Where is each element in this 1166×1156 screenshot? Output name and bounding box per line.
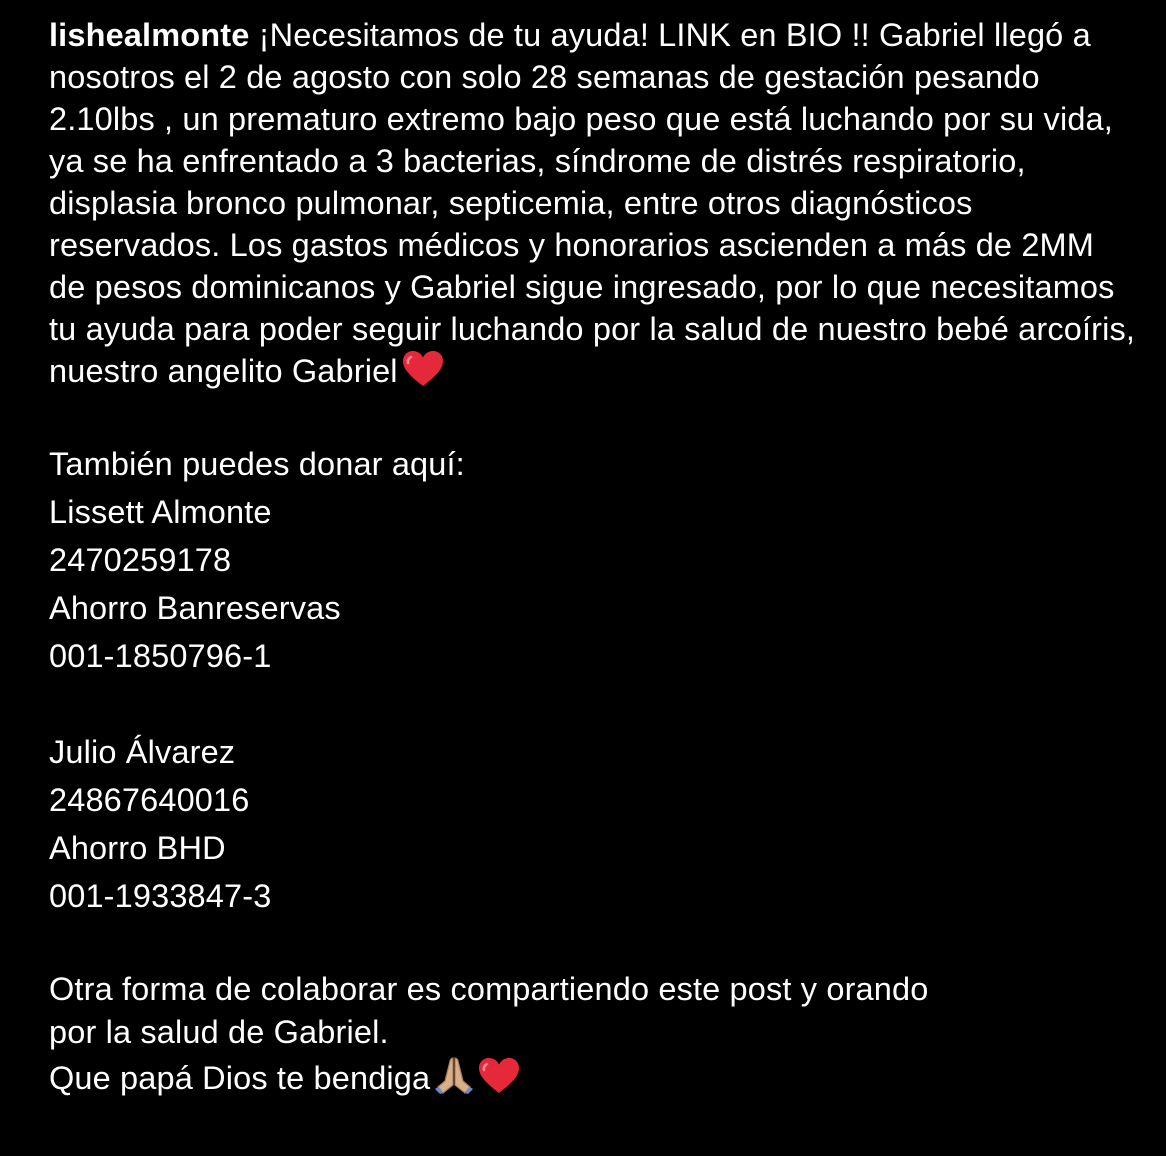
closing-line-3-row — [49, 1054, 1139, 1102]
closing-line-3: Que papá Dios te bendiga — [49, 1060, 431, 1096]
account-2-type: Ahorro BHD — [49, 830, 226, 866]
account-2-id-number: 24867640016 — [49, 782, 250, 818]
account-1-id-number: 2470259178 — [49, 542, 232, 578]
closing-line-1: Otra forma de colaborar es compartiendo este post y orando — [49, 971, 929, 1007]
red-heart-icon — [478, 1057, 520, 1095]
account-1-name: Lissett Almonte — [49, 494, 272, 530]
closing-line-2: por la salud de Gabriel. — [49, 1014, 389, 1050]
account-1-type: Ahorro Banreservas — [49, 590, 341, 626]
caption-intro-text: ¡Necesitamos de tu ayuda! LINK en BIO !! Gabriel llegó a nosotros el 2 de agosto con solo 28 semanas de gestación pesando 2.10lbs , un prematuro extremo bajo peso que está luchando por su vida, ya se ha enfrentado a 3 bacterias, síndrome de distrés respiratorio, displasia bronco pulmonar, septicemia, entre otros diagnósticos reservados. Los gastos médicos y honorarios ascienden a más de 2MM de pesos dominicanos y Gabriel sigue ingresado, por lo que necesitamos tu ayuda para poder seguir luchando por la salud de nuestro bebé arcoíris, nuestro angelito Gabriel — [49, 17, 1136, 389]
donate-heading: También puedes donar aquí: — [49, 446, 465, 482]
red-heart-icon — [402, 350, 444, 388]
account-1-number: 001-1850796-1 — [49, 638, 272, 674]
caption-intro-paragraph — [49, 14, 1139, 392]
username-link[interactable]: lishealmonte — [49, 17, 250, 53]
account-2-name: Julio Álvarez — [49, 734, 236, 770]
account-2-number: 001-1933847-3 — [49, 878, 272, 914]
folded-hands-icon — [434, 1055, 474, 1095]
post-caption — [49, 14, 1139, 1102]
